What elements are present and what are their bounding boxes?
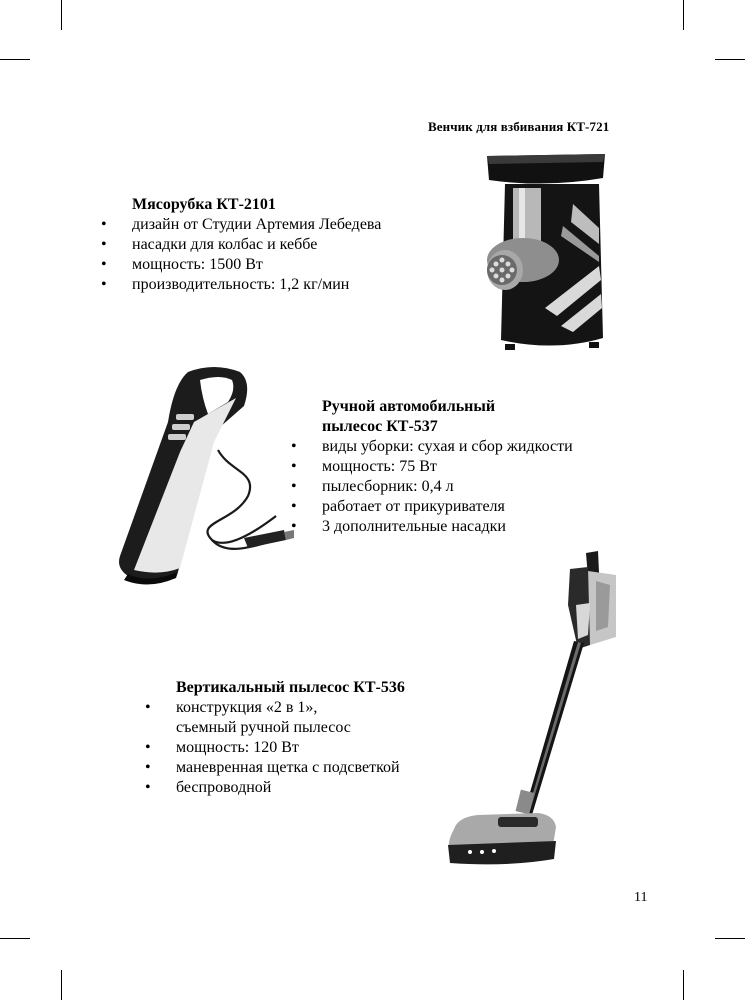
feature-text: мощность: 120 Вт	[176, 739, 299, 756]
feature-item	[101, 235, 381, 255]
bullet-icon: •	[101, 236, 107, 253]
feature-item	[101, 215, 382, 235]
feature-item	[291, 457, 573, 477]
product-title-line: Вертикальный пылесос КТ-536	[176, 679, 405, 696]
product-title-line: пылесос КТ-537	[322, 418, 438, 435]
product-title	[132, 195, 381, 215]
bullet-icon: •	[291, 478, 297, 495]
feature-text: беспроводной	[176, 779, 272, 796]
bullet-icon: •	[145, 699, 151, 716]
crop-mark-top-left	[61, 0, 62, 30]
feature-text: мощность: 1500 Вт	[132, 256, 263, 273]
feature-text: маневренная щетка с подсветкой	[176, 759, 400, 776]
product-title-line: Ручной автомобильный	[322, 398, 496, 415]
feature-text: съемный ручной пылесос	[176, 719, 351, 736]
product-block-meat-grinder	[101, 195, 382, 295]
feature-item	[145, 738, 405, 758]
product-title-line: Мясорубка КТ-2101	[132, 196, 276, 213]
product-title	[176, 678, 405, 698]
bullet-icon: •	[291, 458, 297, 475]
bullet-icon: •	[145, 739, 151, 756]
product-title	[322, 397, 573, 437]
feature-text: работает от прикуривателя	[322, 498, 505, 515]
product-block-car-vacuum	[291, 397, 573, 537]
feature-text: конструкция «2 в 1»,	[176, 699, 318, 716]
feature-list	[101, 215, 382, 295]
handheld-car-vacuum-icon	[108, 362, 298, 587]
feature-item	[101, 255, 381, 275]
feature-text: мощность: 75 Вт	[322, 458, 437, 475]
bullet-icon: •	[291, 438, 297, 455]
feature-item	[291, 517, 573, 537]
header-caption: Венчик для взбивания КТ-721	[428, 119, 610, 134]
feature-item	[101, 275, 381, 295]
feature-item	[291, 437, 573, 457]
bullet-icon: •	[291, 498, 297, 515]
feature-item	[145, 758, 405, 778]
bullet-icon: •	[145, 779, 151, 796]
bullet-icon: •	[101, 256, 107, 273]
feature-text: насадки для колбас и кеббе	[132, 236, 318, 253]
crop-mark-bottom-left	[61, 970, 62, 1000]
meat-grinder-icon	[475, 148, 615, 353]
feature-list	[145, 698, 405, 798]
feature-item	[291, 477, 573, 497]
bullet-icon: •	[101, 216, 107, 233]
crop-mark-top-right	[683, 0, 684, 30]
bullet-icon: •	[101, 276, 107, 293]
feature-text: дизайн от Студии Артемия Лебедева	[132, 216, 382, 233]
feature-text: производительность: 1,2 кг/мин	[132, 276, 350, 293]
crop-mark-bottom-right	[683, 970, 684, 1000]
feature-text: пылесборник: 0,4 л	[322, 478, 454, 495]
feature-text: виды уборки: сухая и сбор жидкости	[322, 438, 573, 455]
crop-mark-left-bottom	[0, 938, 30, 939]
bullet-icon: •	[291, 518, 297, 535]
product-block-stick-vacuum	[145, 678, 405, 798]
feature-text: 3 дополнительные насадки	[322, 518, 506, 535]
stick-vacuum-icon	[438, 545, 618, 875]
bullet-icon: •	[145, 759, 151, 776]
feature-item	[145, 698, 405, 738]
crop-mark-right-bottom	[715, 938, 745, 939]
feature-item	[291, 497, 573, 517]
page-number: 11	[634, 890, 648, 905]
crop-mark-right-top	[715, 59, 745, 60]
feature-list	[291, 437, 573, 537]
feature-item	[145, 778, 405, 798]
crop-mark-left-top	[0, 59, 30, 60]
